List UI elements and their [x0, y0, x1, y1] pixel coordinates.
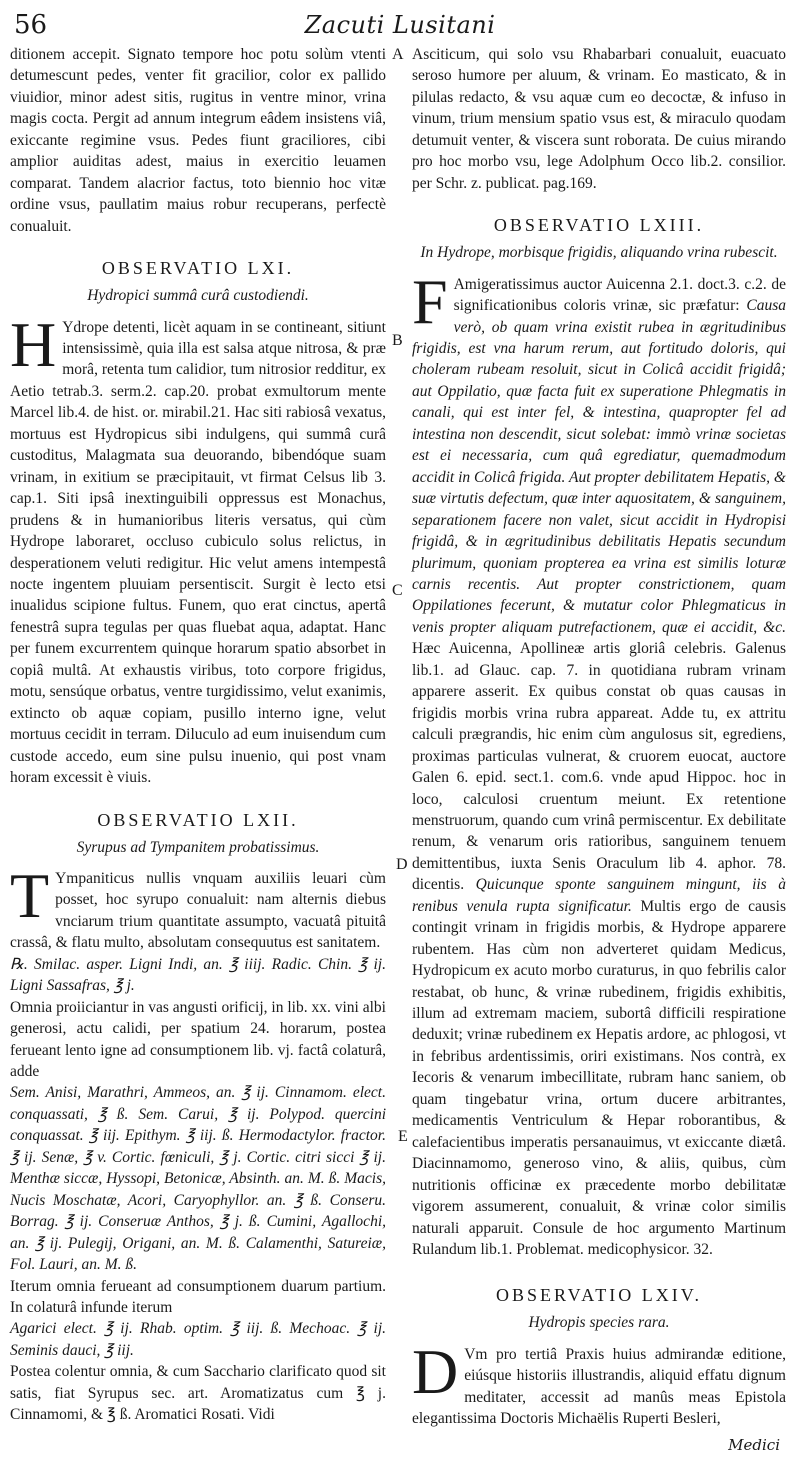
page-header	[0, 0, 800, 44]
catchword: Medici	[728, 1436, 780, 1454]
observation-62-text: Ympaniticus nullis vnquam auxiliis leuari cùm posset, hoc syrupo conualuit: nam alternis diebus vnciarum trium quantitate assumpto, vacuatâ pituitâ crassâ, & flatu multo, absolutam consequutus est sanitatem.	[10, 869, 386, 952]
dropcap-d: D	[412, 1335, 459, 1407]
observation-61-title: Hydropici summâ curâ custodiendi.	[87, 287, 309, 305]
observation-64-title: Hydropis species rara.	[528, 1314, 670, 1332]
recipe-3: Agarici elect. ℥ ij. Rhab. optim. ℥ iij. ß. Mechoac. ℥ ij. Seminis dauci, ℥ iij.	[10, 1320, 386, 1359]
right-intro-paragraph: Asciticum, qui solo vsu Rhabarbari conualuit, euacuato seroso humore per aluum, & vrinam. Eo masticato, & in pilulas redacto, & vsu aquæ cum eo decoctæ, & infuso in vinum, trium mensium spatio vsus est, & miraculo quodam detumuit venter, & viscera sunt roborata. De cuius mirando pro hoc morbo vsu, lege Adolphum Occo lib.2. consilior. per Schr. z. publicat. pag.169.	[412, 46, 786, 192]
observation-64-body	[412, 1335, 786, 1430]
dropcap-t: T	[10, 859, 50, 931]
left-column	[10, 44, 386, 1426]
observation-64-heading: OBSERVATIO LXIV.	[496, 1285, 702, 1306]
page-number: 56	[14, 10, 48, 40]
recipe-1: ℞. Smilac. asper. Ligni Indi, an. ℥ iiij. Radic. Chin. ℥ ij. Ligni Sassafras, ℥ j.	[10, 955, 386, 995]
observation-63-quote: Causa verò, ob quam vrina existit rubea in ægritudinibus frigidis, est vna harum rerum, aut fortitudo doloris, qui choleram rubeam resoluit, sicut in Colicâ accidit frigidâ; aut Oppilatio, quæ facta fuit ex superatione Phlegmatis in canali, qui est inter fel, & intestina, quapropter fel ad intestina non descendit, sicut solebat: immò vrinæ societas est ei necessaria, cum quâ egrediatur, quemadmodum accidit in Colicâ frigida. Aut propter debilitatem Hepatis, & suæ virtutis defectum, quæ inter aquositatem, & sanguinem, separationem facere non valet, sicut accidit in Hydropisi frigidâ, & in ægritudinibus debilitatis Hepatis secundum plurimum, quoniam propterea ea vrina est similis loturæ carnis recentis. Aut propter constrictionem, quam Oppilationes fecerunt, & mutatur color Phlegmaticus in venis propter aliquam putrefactionem, quæ ei accidit, &c.	[412, 297, 786, 636]
observation-62-text-2: Omnia proiiciantur in vas angusti orificij, in lib. xx. vini albi generosi, actu calidi, per spatium 24. horarum, postea ferueant lento igne ad consumptionem lib. vj. factâ colaturâ, adde	[10, 998, 386, 1081]
observation-62-text-3: Iterum omnia ferueant ad consumptionem duarum partium. In colaturâ infunde iterum	[10, 1277, 386, 1317]
left-intro-paragraph: ditionem accepit. Signato tempore hoc potu solùm vtenti detumescunt pedes, venter fit gracilior, color ex pallido viuidior, minor adest sitis, rugitus in ventre minor, vrina magis cocta. Pergit ad annum integrum eâdem insistens viâ, exiccante regimine vsus. Pedes fiunt graciliores, cibi amplior auiditas adest, maius in exercitio leuamen comparat. Tandem alacrior factus, toto biennio hoc vitæ ordine vsus, paullatim maius robur recuperans, perfectè conualuit.	[10, 46, 386, 235]
observation-62-title: Syrupus ad Tympanitem probatissimus.	[76, 838, 320, 856]
observation-63-text-b: Hæc Auicenna, Apollineæ artis gloriâ celebris. Galenus lib.1. ad Glauc. cap. 7. in quotidiana rubram vrinam apparere asserit. Ex quibus constat ob quas causas in frigidis morbis vrina rubra appareat. Adde tu, ex attritu calculi prægrandis, hic enim cùm angulosus sit, egrediens, proximas particulas vulnerat, & cruorem euocat, auctore Galen 6. epid. sect.1. com.6. vnde apud Hippoc. hoc in loco, calculosi cruentum meiunt. Ex retentione menstruorum, quando cum vrinâ permiscentur. Ex debilitate renum, & venarum oris ratioribus, sanguinem tenuem demittentibus, iuxta Senis Oraculum lib 4. aphor. 78. dicentis.	[412, 640, 786, 894]
observation-61-text: Ydrope detenti, licèt aquam in se contineant, sitiunt intensissimè, quia illa est salsa atque nitrosa, & præ morâ, retenta tum calidior, tum nitrosior redditur, ex Aetio tetrab.3. serm.2. cap.20. probat exmultorum mente Marcel lib.4. de hist. or. mirabil.21. Hac siti rabiosâ vexatus, mortuus est Hydropicus sibi indulgens, qui summâ curâ custoditus, Malagmata sua deuorando, bibendóque suam vrinam, in exitium se præcipitauit, vt firmat Celsus lib 3. cap.1. Siti ipsâ inextinguibili oppressus est Monachus, prudens & in humanioribus literis versatus, qui cùm Hydrope laboraret, occluso cubiculo solus relictus, in desperationem veluti redigitur. Hic velut amens intempestâ nocte ingentem pluuiam persentiscit. Surgit è lecto etsi inualidus scipione fultus. Funem, quo erat cinctus, apertâ fenestrâ supra tegulas per quas fluebat aqua, adaptat. Hanc per funem excurrentem quinque horarum spatio absorbet in copiâ multâ. At exhaustis viribus, toto corpore frigidus, motu, sensúque orbatus, ventre turgidissimo, velut exanimis, extincto ob aquæ copiam, pusillo interno igne, velut mortuus cecidit in terram. Diluculo ad eum inuisendum cum custode accedo, eum sine pulsu inuenio, qui post vnam horam excessit è viuis.	[10, 318, 386, 787]
observation-63-heading: OBSERVATIO LXIII.	[493, 215, 705, 236]
observation-63-title: In Hydrope, morbisque frigidis, aliquando vrina rubescit.	[420, 244, 778, 262]
margin-letter-b: B	[392, 332, 403, 349]
margin-letter-c: C	[392, 582, 403, 599]
observation-64-text: Vm pro tertiâ Praxis huius admirandæ editione, eiúsque historiis illustrandis, aliquid effatu dignum meditater, accessit ad manûs meas Epistola elegantissima Doctoris Michaëlis Ruperti Besleri,	[412, 1345, 786, 1428]
observation-61-heading: OBSERVATIO LXI.	[101, 258, 295, 279]
observation-61-body	[10, 308, 386, 789]
dropcap-f: F	[412, 265, 448, 337]
observation-63-quote-2: Quicunque sponte sanguinem mingunt, iis à renibus venula rupta significatur.	[412, 876, 786, 915]
observation-63-text-c: Multis ergo de causis contingit vrinam in frigidis morbis, & Hydrope apparere rubentem. Has cùm non adverteret quidam Medicus, Hydropicum ex acuto morbo curaturus, in quo febrilis calor restabat, ob hunc, & vrinæ rubedinem, frigidis exhibitis, illum ad extremam maciem, subortâ difficili respiratione deduxit; vrinæ rubedinem ex Hepatis ardore, ac phlogosi, vt in febribus ardentissimis, oriri existimans. Nos contrà, ex Iecoris & venarum imbecillitate, rubram hanc saniem, ob quam tingebatur vrina, ortum ducere arbitrantes, medicamentis Ventriculum & Hepar roborantibus, & calefacientibus imperatis persanauimus, vt exiccante diætâ. Diacinnamomo, generoso vino, & aliis, quibus, cùm nutritionis officinæ ex præcedente morbo debilitatæ vigorem assumerent, conualuit, & vrinæ color similis naturali apparuit. Consule de hoc argumento Martinum Rulandum lib.1. Problemat. medicophysicor. 32.	[412, 897, 786, 1259]
observation-62-text-4: Postea colentur omnia, & cum Sacchario clarificato quod sit satis, fiat Syrupus sec. art. Aromatizatus cum ℥ j. Cinnamomi, & ℥ ß. Aromatici Rosati. Vidi	[10, 1363, 386, 1424]
margin-letter-d: D	[396, 856, 408, 873]
running-head: Zacuti Lusitani	[304, 11, 496, 39]
margin-letter-a: A	[392, 46, 404, 63]
dropcap-h: H	[10, 308, 57, 380]
observation-63-text-a: Amigeratissimus auctor Auicenna 2.1. doct.3. c.2. de significationibus coloris vrinæ, sic præfatur:	[453, 275, 786, 315]
recipe-2: Sem. Anisi, Marathri, Ammeos, an. ℥ ij. Cinnamom. elect. conquassati, ℥ ß. Sem. Carui, ℥ ij. Polypod. quercini conquassat. ℥ iij. Epithym. ℥ iij. ß. Hermodactylor. fractor. ℥ ij. Senæ, ℥ v. Cortic. fœniculi, ℥ j. Cortic. citri sicci ℥ ij. Menthæ siccæ, Hyssopi, Betonicæ, Absinth. an. M. ß. Macis, Nucis Moschatæ, Acori, Caryophyllor. an. ℥ ß. Conseru. Borrag. ℥ ij. Conseruæ Anthos, ℥ j. ß. Cumini, Agallochi, an. ℥ ij. Pulegij, Origani, an. M. ß. Calamenthi, Satureiæ, Fol. Lauri, an. M. ß.	[10, 1084, 386, 1274]
observation-62-body	[10, 859, 386, 954]
margin-letter-e: E	[398, 1128, 408, 1145]
right-column	[412, 44, 786, 1430]
observation-62-heading: OBSERVATIO LXII.	[97, 809, 299, 830]
observation-63-body	[412, 265, 786, 1261]
